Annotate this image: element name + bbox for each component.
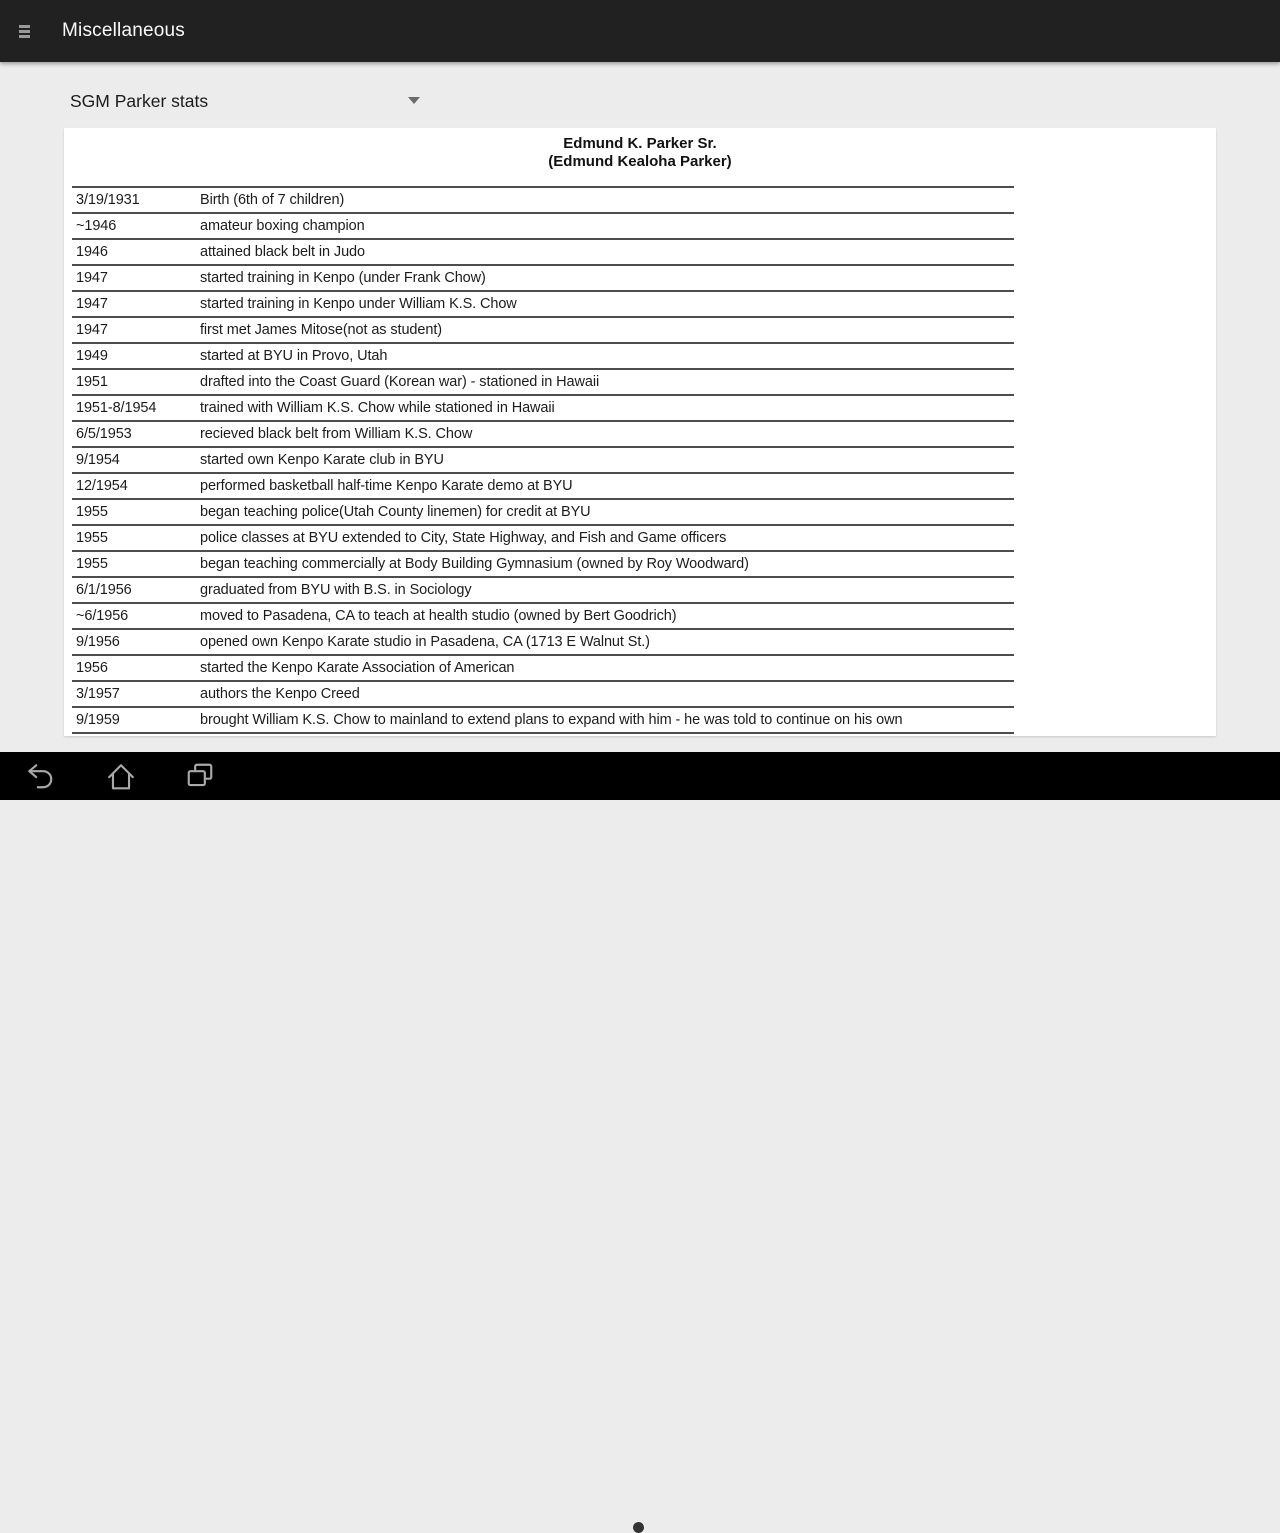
table-row: [72, 577, 1014, 603]
row-event: attained black belt in Judo: [200, 239, 1014, 265]
row-date: 12/1954: [72, 473, 200, 499]
row-date: ~1946: [72, 213, 200, 239]
row-date: 1955: [72, 499, 200, 525]
table-row: [72, 239, 1014, 265]
table-title: [64, 128, 1216, 171]
table-row: [72, 707, 1014, 733]
row-date: 1946: [72, 239, 200, 265]
row-event: began teaching police(Utah County linemen) for credit at BYU: [200, 499, 1014, 525]
row-date: 1951: [72, 369, 200, 395]
row-event: began teaching commercially at Body Building Gymnasium (owned by Roy Woodward): [200, 551, 1014, 577]
table-row: [72, 525, 1014, 551]
table-row: [72, 655, 1014, 681]
row-date: 9/1959: [72, 707, 200, 733]
stats-table: [72, 186, 1014, 734]
stats-card: [64, 128, 1216, 736]
table-row: [72, 291, 1014, 317]
row-event: graduated from BYU with B.S. in Sociology: [200, 577, 1014, 603]
table-title-line1: Edmund K. Parker Sr.: [563, 135, 717, 152]
row-event: started own Kenpo Karate club in BYU: [200, 447, 1014, 473]
table-row: [72, 343, 1014, 369]
row-date: 9/1956: [72, 629, 200, 655]
table-row: [72, 681, 1014, 707]
row-event: first met James Mitose(not as student): [200, 317, 1014, 343]
row-date: 1956: [72, 655, 200, 681]
row-date: 1947: [72, 265, 200, 291]
row-event: performed basketball half-time Kenpo Karate demo at BYU: [200, 473, 1014, 499]
back-button[interactable]: [25, 761, 55, 791]
stats-spinner-label: SGM Parker stats: [70, 91, 209, 111]
home-icon: [106, 761, 136, 791]
home-button[interactable]: [106, 761, 136, 791]
nav-drawer-button[interactable]: [19, 25, 30, 38]
hamburger-icon: [19, 25, 30, 38]
row-date: 1955: [72, 525, 200, 551]
row-event: recieved black belt from William K.S. Chow: [200, 421, 1014, 447]
row-event: drafted into the Coast Guard (Korean war) - stationed in Hawaii: [200, 369, 1014, 395]
table-row: [72, 187, 1014, 213]
table-row: [72, 369, 1014, 395]
row-date: 6/1/1956: [72, 577, 200, 603]
app-title: Miscellaneous: [62, 20, 185, 41]
table-row: [72, 447, 1014, 473]
stats-spinner[interactable]: [70, 84, 426, 118]
navigation-bar: [0, 752, 1280, 800]
row-date: 1947: [72, 317, 200, 343]
row-event: moved to Pasadena, CA to teach at health studio (owned by Bert Goodrich): [200, 603, 1014, 629]
row-date: 9/1954: [72, 447, 200, 473]
row-date: 3/1957: [72, 681, 200, 707]
table-row: [72, 421, 1014, 447]
row-date: 1951-8/1954: [72, 395, 200, 421]
action-bar: [0, 0, 1280, 62]
row-event: Birth (6th of 7 children): [200, 187, 1014, 213]
row-event: started the Kenpo Karate Association of American: [200, 655, 1014, 681]
row-date: 1947: [72, 291, 200, 317]
chevron-down-icon: [408, 97, 420, 104]
row-event: brought William K.S. Chow to mainland to extend plans to expand with him - he was told to continue on his own: [200, 707, 1014, 733]
row-date: 3/19/1931: [72, 187, 200, 213]
row-date: 6/5/1953: [72, 421, 200, 447]
table-row: [72, 603, 1014, 629]
table-row: [72, 551, 1014, 577]
table-row: [72, 473, 1014, 499]
row-date: ~6/1956: [72, 603, 200, 629]
table-row: [72, 499, 1014, 525]
row-event: opened own Kenpo Karate studio in Pasadena, CA (1713 E Walnut St.): [200, 629, 1014, 655]
row-event: started at BYU in Provo, Utah: [200, 343, 1014, 369]
row-date: 1955: [72, 551, 200, 577]
table-title-line2: (Edmund Kealoha Parker): [548, 153, 732, 170]
table-row: [72, 317, 1014, 343]
back-icon: [25, 761, 55, 791]
nav-center-dot: [633, 1522, 644, 1533]
table-row: [72, 265, 1014, 291]
row-event: trained with William K.S. Chow while stationed in Hawaii: [200, 395, 1014, 421]
recents-icon: [185, 761, 215, 791]
row-event: police classes at BYU extended to City, State Highway, and Fish and Game officers: [200, 525, 1014, 551]
row-event: started training in Kenpo under William K.S. Chow: [200, 291, 1014, 317]
table-row: [72, 213, 1014, 239]
row-event: amateur boxing champion: [200, 213, 1014, 239]
row-event: authors the Kenpo Creed: [200, 681, 1014, 707]
row-date: 1949: [72, 343, 200, 369]
recents-button[interactable]: [185, 761, 215, 791]
row-event: started training in Kenpo (under Frank Chow): [200, 265, 1014, 291]
table-row: [72, 395, 1014, 421]
table-row: [72, 629, 1014, 655]
